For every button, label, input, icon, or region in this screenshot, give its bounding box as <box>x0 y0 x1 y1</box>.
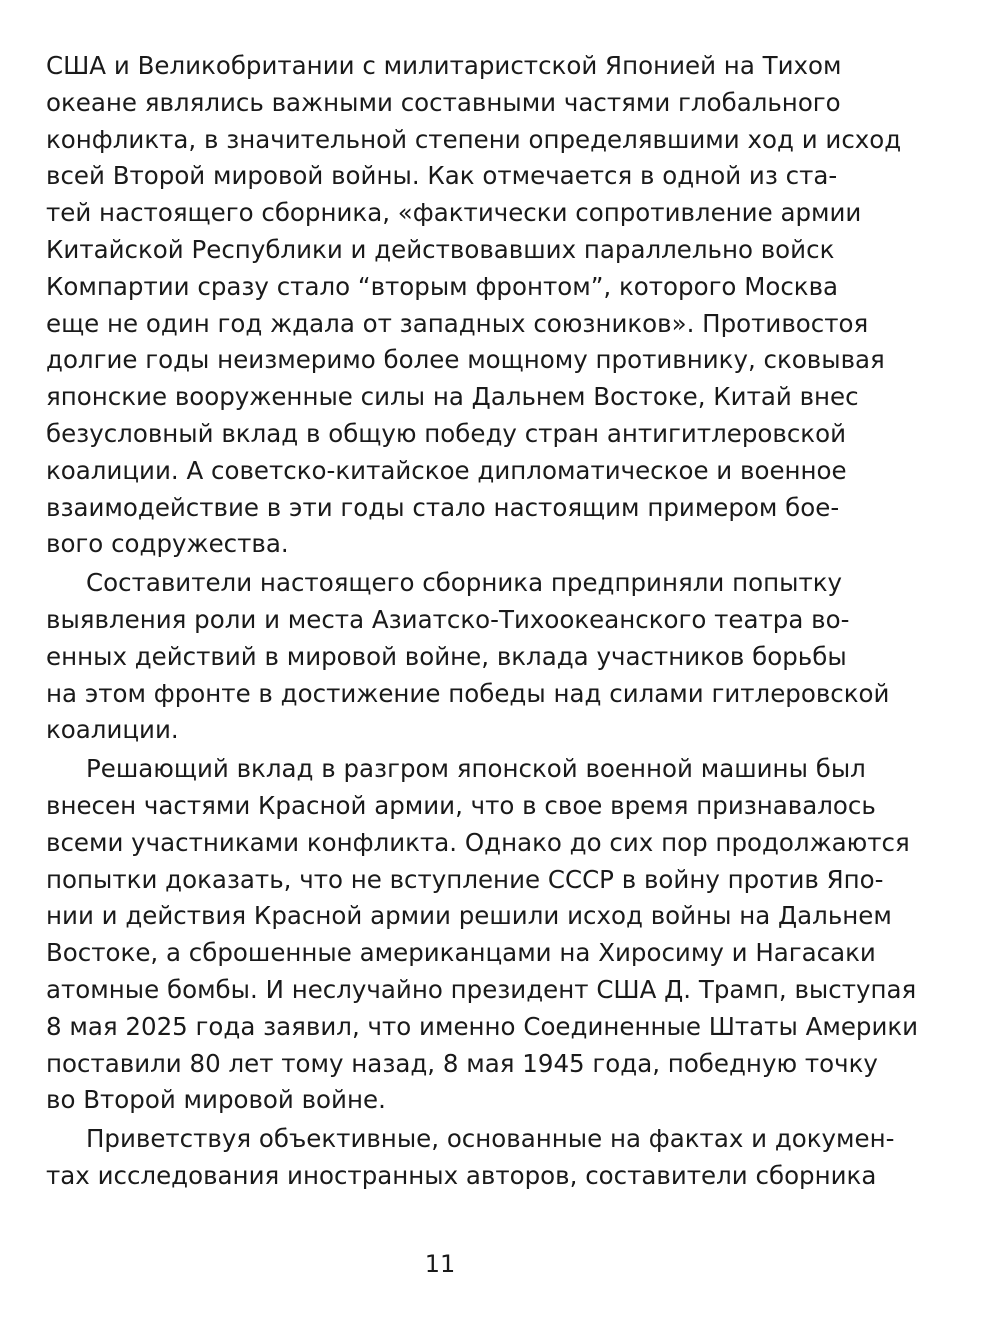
text-line: енных действий в мировой войне, вклада участников борьбы <box>46 641 847 671</box>
text-line: долгие годы неизмеримо более мощному противнику, сковывая <box>46 345 885 375</box>
text-line: поставили 80 лет тому назад, 8 мая 1945 года, победную точку <box>46 1048 878 1078</box>
text-line: внесен частями Красной армии, что в свое время признавалось <box>46 790 876 820</box>
text-line: коалиции. А советско-китайское дипломатическое и военное <box>46 455 847 485</box>
paragraph <box>46 751 919 1119</box>
text-line: океане являлись важными составными частями глобального <box>46 87 841 117</box>
page-number: 11 <box>424 1250 456 1278</box>
text-line: 8 мая 2025 года заявил, что именно Соединенные Штаты Америки <box>46 1011 919 1041</box>
text-line: во Второй мировой войне. <box>46 1085 386 1115</box>
text-line: коалиции. <box>46 715 179 745</box>
text-line: японские вооруженные силы на Дальнем Востоке, Китай внес <box>46 382 859 412</box>
text-line: нии и действия Красной армии решили исход войны на Дальнем <box>46 901 892 931</box>
text-line: Решающий вклад в разгром японской военной машины был <box>86 754 866 784</box>
text-line: вого содружества. <box>46 529 289 559</box>
paragraph <box>46 565 890 749</box>
text-line: выявления роли и места Азиатско-Тихоокеанского театра во- <box>46 604 850 634</box>
text-line: Востоке, а сброшенные американцами на Хиросиму и Нагасаки <box>46 938 876 968</box>
text-line: Составители настоящего сборника предприняли попытку <box>86 568 843 598</box>
text-line: конфликта, в значительной степени определявшими ход и исход <box>46 124 902 154</box>
text-line: безусловный вклад в общую победу стран антигитлеровской <box>46 418 847 448</box>
text-line: всеми участниками конфликта. Однако до сих пор продолжаются <box>46 827 910 857</box>
text-line: взаимодействие в эти годы стало настоящим примером бое- <box>46 492 840 522</box>
text-line: атомные бомбы. И неслучайно президент США Д. Трамп, выступая <box>46 974 917 1004</box>
text-line: тах исследования иностранных авторов, составители сборника <box>46 1160 877 1190</box>
paragraph <box>46 1121 895 1195</box>
text-line: тей настоящего сборника, «фактически сопротивление армии <box>46 198 862 228</box>
text-line: еще не один год ждала от западных союзников». Противостоя <box>46 308 869 338</box>
text-line: Компартии сразу стало “вторым фронтом”, которого Москва <box>46 271 839 301</box>
page-body <box>46 48 919 1195</box>
text-line: попытки доказать, что не вступление СССР в войну против Япо- <box>46 864 884 894</box>
text-line: Китайской Республики и действовавших параллельно войск <box>46 234 835 264</box>
text-line: на этом фронте в достижение победы над силами гитлеровской <box>46 678 890 708</box>
paragraph <box>46 48 902 563</box>
text-line: всей Второй мировой войны. Как отмечается в одной из ста- <box>46 161 838 191</box>
text-line: Приветствуя объективные, основанные на фактах и докумен- <box>86 1124 895 1154</box>
text-line: США и Великобритании с милитаристской Японией на Тихом <box>46 51 842 80</box>
